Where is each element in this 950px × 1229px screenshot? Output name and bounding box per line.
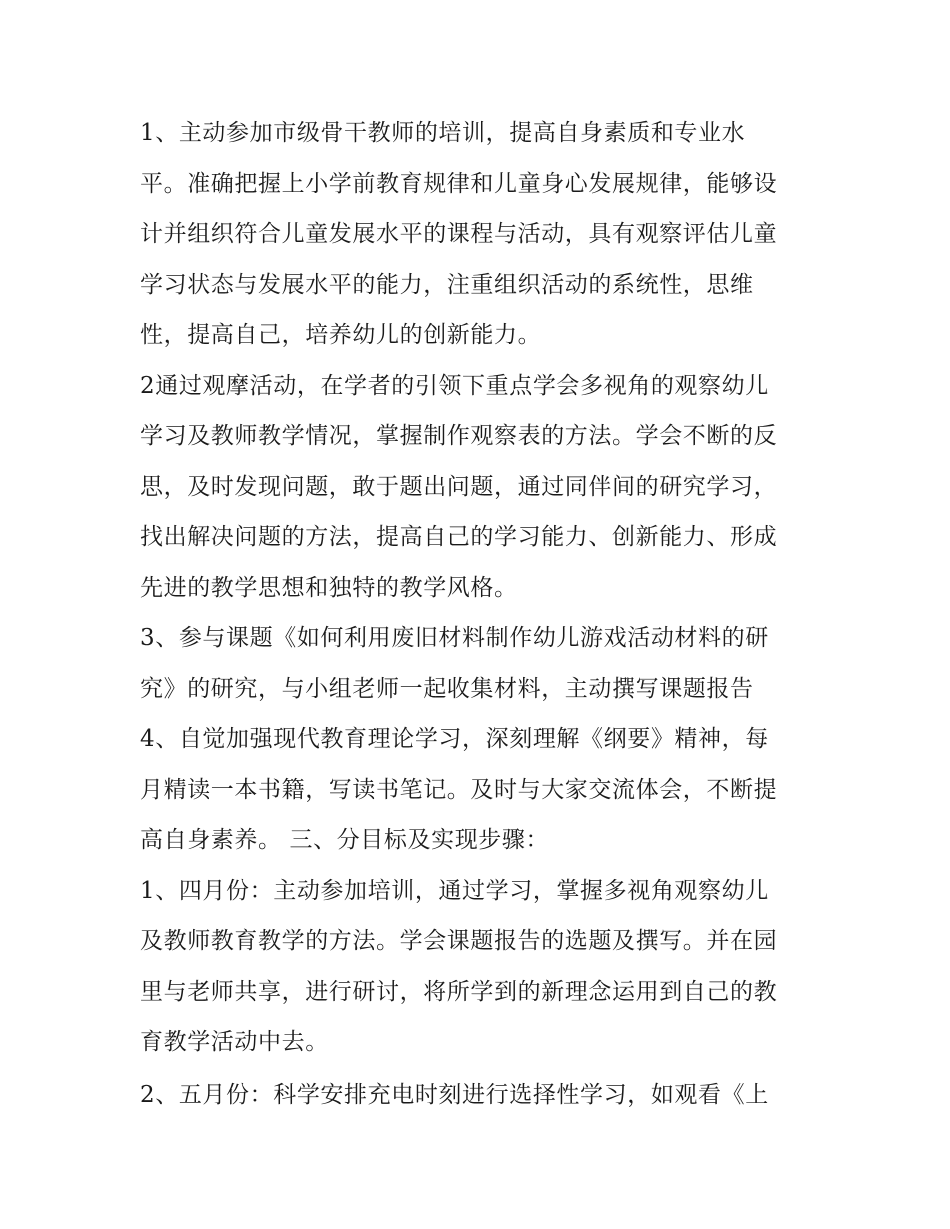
text-line: 计并组织符合儿童发展水平的课程与活动，具有观察评估儿童 xyxy=(140,221,778,247)
text-line: 学习状态与发展水平的能力，注重组织活动的系统性，思维 xyxy=(140,271,754,298)
document-body xyxy=(140,108,820,1120)
text-line: 育教学活动中去。 xyxy=(140,1029,329,1055)
text-line: 高自身素养。 三、分目标及实现步骤： xyxy=(140,827,550,853)
text-line: 1、四月份：主动参加培训，通过学习，掌握多视角观察幼儿 xyxy=(140,877,769,904)
text-line: 2通过观摩活动，在学者的引领下重点学会多视角的观察幼儿 xyxy=(140,372,769,399)
text-line: 性，提高自己，培养幼儿的创新能力。 xyxy=(140,322,542,348)
text-line: 月精读一本书籍，写读书笔记。及时与大家交流体会，不断提 xyxy=(140,776,778,803)
text-line: 究》的研究，与小组老师一起收集材料，主动撰写课题报告 xyxy=(140,675,754,702)
text-line: 思，及时发现问题，敢于题出问题，通过同伴间的研究学习， xyxy=(140,473,778,500)
text-line: 学习及教师教学情况，掌握制作观察表的方法。学会不断的反 xyxy=(140,423,778,449)
text-line: 2、五月份：科学安排充电时刻进行选择性学习，如观看《上 xyxy=(140,1081,769,1108)
text-line: 找出解决问题的方法，提高自己的学习能力、创新能力、形成 xyxy=(140,524,778,550)
text-line: 平。准确把握上小学前教育规律和儿童身心发展规律，能够设 xyxy=(140,170,778,197)
text-line: 先进的教学思想和独特的教学风格。 xyxy=(140,574,518,601)
text-line: 1、主动参加市级骨干教师的培训，提高自身素质和专业水 xyxy=(140,120,746,146)
text-line: 里与老师共享，进行研讨，将所学到的新理念运用到自己的教 xyxy=(140,978,778,1005)
text-line: 及教师教育教学的方法。学会课题报告的选题及撰写。并在园 xyxy=(140,928,778,954)
text-line: 3、参与课题《如何利用废旧材料制作幼儿游戏活动材料的研 xyxy=(140,625,769,651)
text-line: 4、自觉加强现代教育理论学习，深刻理解《纲要》精神，每 xyxy=(140,726,769,752)
